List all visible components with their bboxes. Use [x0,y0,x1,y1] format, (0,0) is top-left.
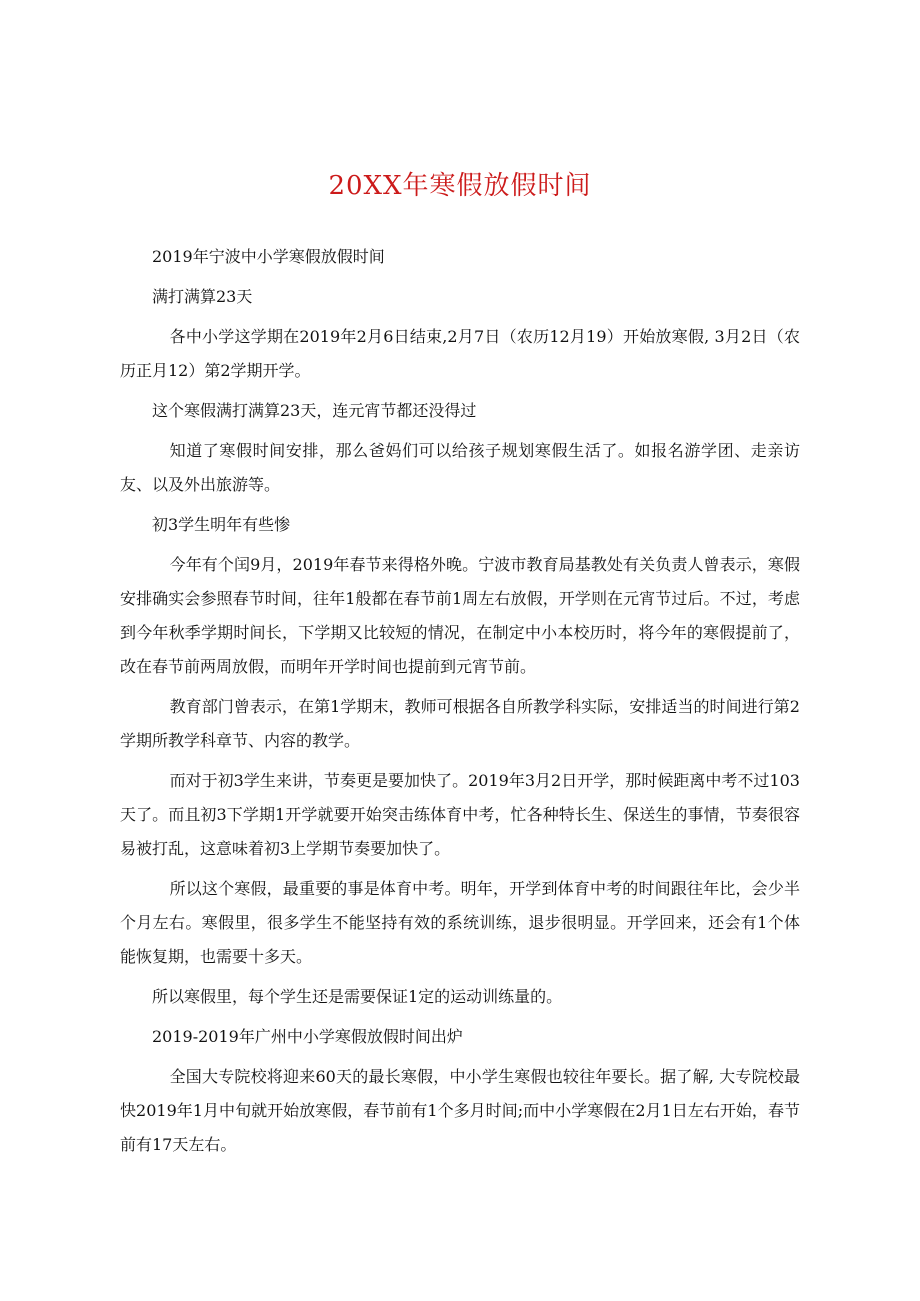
paragraph-college-holiday: 全国大专院校将迎来60天的最长寒假，中小学生寒假也较往年要长。据了解, 大专院校最快2019年1月中旬就开始放寒假，春节前有1个多月时间;而中小学寒假在2月1日左右开始，春节前有17天左右。 [120,1067,800,1154]
paragraph-leap-month: 今年有个闰9月，2019年春节来得格外晚。宁波市教育局基教处有关负责人曾表示，寒假安排确实会参照春节时间，往年1般都在春节前1周左右放假，开学则在元宵节过后。不过，考虑到今年秋季学期时间长，下学期又比较短的情况，在制定中小本校历时，将今年的寒假提前了，改在春节前两周放假，而明年开学时间也提前到元宵节前。 [120,555,800,676]
document-body [120,240,800,1162]
paragraph-subheading-grade3: 初3学生明年有些惨 [152,515,291,534]
paragraph-training: 所以寒假里，每个学生还是需要保证1定的运动训练量的。 [152,987,563,1006]
paragraph-heading-ningbo: 2019年宁波中小学寒假放假时间 [152,247,385,266]
paragraph-pe-exam: 所以这个寒假，最重要的事是体育中考。明年，开学到体育中考的时间跟往年比，会少半个月左右。寒假里，很多学生不能坚持有效的系统训练，退步很明显。开学回来，还会有1个体能恢复期，也需要十多天。 [120,879,800,966]
paragraph-grade3-pace: 而对于初3学生来讲，节奏更是要加快了。2019年3月2日开学，那时候距离中考不过103天了。而且初3下学期1开学就要开始突击练体育中考，忙各种特长生、保送生的事情，节奏很容易被打乱，这意味着初3上学期节奏要加快了。 [120,771,800,858]
paragraph-education-dept: 教育部门曾表示，在第1学期末，教师可根据各自所教学科实际，安排适当的时间进行第2学期所教学科章节、内容的教学。 [120,697,800,750]
paragraph-schedule: 各中小学这学期在2019年2月6日结束,2月7日（农历12月19）开始放寒假, 3月2日（农历正月12）第2学期开学。 [120,327,800,380]
paragraph-plan-holiday: 知道了寒假时间安排，那么爸妈们可以给孩子规划寒假生活了。如报名游学团、走亲访友、以及外出旅游等。 [120,441,800,494]
paragraph-heading-guangzhou: 2019-2019年广州中小学寒假放假时间出炉 [152,1027,463,1046]
document-title: 20XX年寒假放假时间 [328,171,592,201]
paragraph-subheading-23-days: 满打满算23天 [152,287,253,306]
paragraph-lantern-festival: 这个寒假满打满算23天，连元宵节都还没得过 [152,401,477,420]
